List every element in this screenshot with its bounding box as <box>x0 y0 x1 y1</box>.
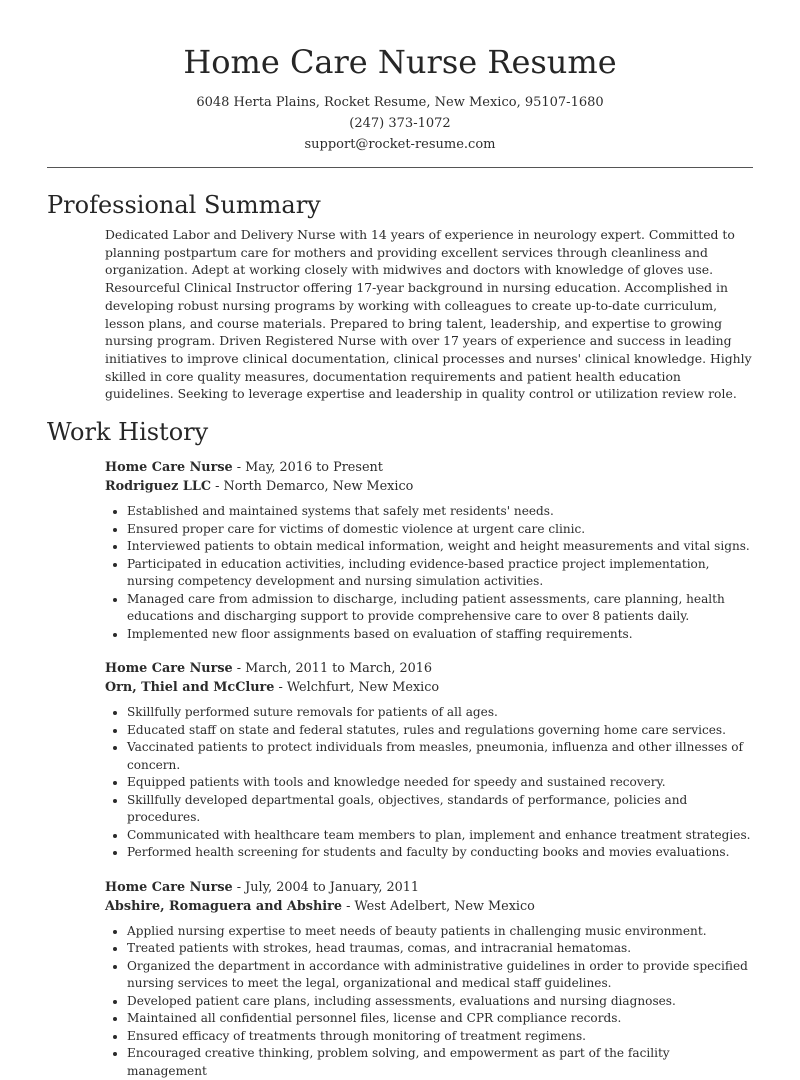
duty-item: • Communicated with healthcare team members to plan, implement and enhance treatment strategies. <box>127 827 753 845</box>
duty-item: • Managed care from admission to discharge, including patient assessments, care planning, health educations and discharging support to provide comprehensive care to over 8 patients daily. <box>127 591 753 626</box>
duty-item: • Ensured proper care for victims of domestic violence at urgent care clinic. <box>127 521 753 539</box>
summary-text: Dedicated Labor and Delivery Nurse with 14 years of experience in neurology expert. Committed to planning postpartum care for mothers and providing excellent services through cleanliness and organization. Adept at working closely with midwives and doctors with knowledge of gloves use. Resourceful Clinical Instructor offering 17-year background in nursing education. Accomplished in developing robust nursing programs by working with colleagues to create up-to-date curriculum, lesson plans, and course materials. Prepared to bring talent, leadership, and expertise to growing nursing program. Driven Registered Nurse with over 17 years of experience and success in leading initiatives to improve clinical documentation, clinical processes and nurses' clinical knowledge. Highly skilled in core quality measures, documentation requirements and patient health education guidelines. Seeking to leverage expertise and leadership in quality control or utilization review role. <box>105 227 752 402</box>
duty-item: • Participated in education activities, including evidence-based practice project implementation, nursing competency development and nursing simulation activities. <box>127 556 753 591</box>
duty-item: • Maintained all confidential personnel files, license and CPR compliance records. <box>127 1010 753 1028</box>
duty-item: • Skillfully performed suture removals for patients of all ages. <box>127 704 753 722</box>
job-role: Home Care Nurse <box>105 661 233 677</box>
job-role: Home Care Nurse <box>105 879 233 895</box>
duty-item: • Implemented new floor assignments based on evaluation of staffing requirements. <box>127 626 753 644</box>
duty-item: • Interviewed patients to obtain medical information, weight and height measurements and vital signs. <box>127 538 753 556</box>
job-entry <box>105 659 800 862</box>
job-company-line <box>105 678 800 697</box>
job-role: Home Care Nurse <box>105 460 233 476</box>
contact-block <box>0 92 800 155</box>
header-divider <box>47 167 753 168</box>
duty-item: • Encouraged creative thinking, problem solving, and empowerment as part of the facility management <box>127 1045 753 1080</box>
summary-heading: Professional Summary <box>47 191 321 219</box>
job-company-line <box>105 897 800 916</box>
job-title-line <box>105 659 800 678</box>
page-title: Home Care Nurse Resume <box>183 43 617 81</box>
duty-item: • Equipped patients with tools and knowledge needed for speedy and sustained recovery. <box>127 774 753 792</box>
job-company-line <box>105 477 800 496</box>
duty-item: • Skillfully developed departmental goals, objectives, standards of performance, policies and procedures. <box>127 792 753 827</box>
job-duties <box>105 503 753 643</box>
address-text: 6048 Herta Plains, Rocket Resume, New Mexico, 95107-1680 <box>196 95 604 110</box>
duty-item: • Educated staff on state and federal statutes, rules and regulations governing home care services. <box>127 722 753 740</box>
job-title-line <box>105 458 800 477</box>
work-history-list <box>0 458 800 1080</box>
job-company: Rodriguez LLC <box>105 479 212 495</box>
duty-item: • Established and maintained systems that safely met residents' needs. <box>127 503 753 521</box>
duty-item: • Ensured efficacy of treatments through monitoring of treatment regimens. <box>127 1028 753 1046</box>
work-history-heading: Work History <box>47 418 209 447</box>
job-title-line <box>105 878 800 897</box>
job-entry <box>105 878 800 1080</box>
job-dates: - March, 2011 to March, 2016 <box>232 661 433 677</box>
job-dates: - May, 2016 to Present <box>232 460 383 476</box>
duty-item: • Developed patient care plans, including assessments, evaluations and nursing diagnoses. <box>127 993 753 1011</box>
job-company: Orn, Thiel and McClure <box>105 680 275 696</box>
duty-item: • Vaccinated patients to protect individuals from measles, pneumonia, influenza and other illnesses of concern. <box>127 739 753 774</box>
email-text: support@rocket-resume.com <box>304 137 496 152</box>
job-company: Abshire, Romaguera and Abshire <box>105 898 343 914</box>
duty-item: • Applied nursing expertise to meet needs of beauty patients in challenging music environment. <box>127 923 753 941</box>
job-location: - Welchfurt, New Mexico <box>274 680 440 696</box>
duty-item: • Treated patients with strokes, head traumas, comas, and intracranial hematomas. <box>127 940 753 958</box>
phone-text: (247) 373-1072 <box>349 116 451 131</box>
job-dates: - July, 2004 to January, 2011 <box>232 879 420 895</box>
job-duties <box>105 923 753 1080</box>
resume-header <box>0 0 800 155</box>
job-duties <box>105 704 753 862</box>
job-entry <box>105 458 800 643</box>
duty-item: • Organized the department in accordance with administrative guidelines in order to provide specified nursing services to meet the legal, organizational and medical staff guidelines. <box>127 958 753 993</box>
duty-item: • Performed health screening for students and faculty by conducting books and movies evaluations. <box>127 844 753 862</box>
job-location: - West Adelbert, New Mexico <box>342 898 535 914</box>
job-location: - North Demarco, New Mexico <box>211 479 414 495</box>
